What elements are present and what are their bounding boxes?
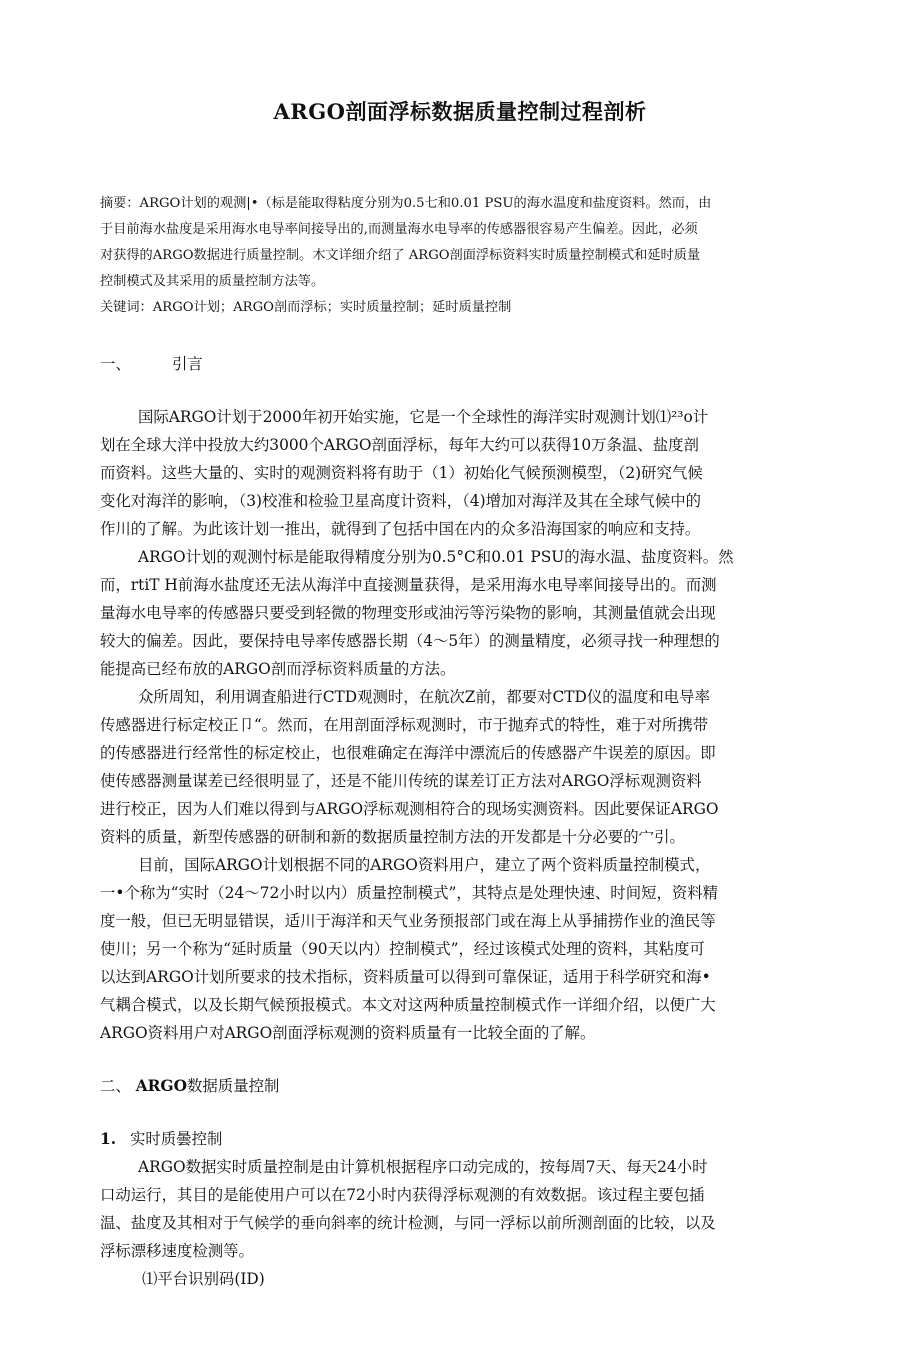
body-line: 气耦合模式，以及长期气候预报模式。本文对这两种质量控制模式作一详细介绍，以便广大 (100, 996, 716, 1014)
body-line: 变化对海洋的影响，（3)校准和检验卫星高度计资料，（4)增加对海洋及其在全球气候中的 (100, 492, 702, 510)
body-line: 而资料。这些大量的、实时的观测资料将有助于（1）初始化气候预测模型，（2)研究气候 (100, 464, 703, 482)
section-title: 引言 (172, 355, 203, 373)
subsection-number: 1. (100, 1130, 117, 1148)
body-line: 而，rtiT H前海水盐度还无法从海洋中直接测量获得，是采用海水电导率间接导出的。而测 (100, 576, 717, 594)
subsection-heading (100, 1127, 222, 1149)
section-title-bold: ARGO (135, 1077, 187, 1095)
section-heading (100, 1074, 279, 1096)
abstract-line: 控制模式及其采用的质量控制方法等。 (100, 274, 325, 289)
subsection-title: 实时质曇控制 (130, 1130, 223, 1148)
abstract-line: 摘要：ARGO计划的观测|•（标是能取得粘度分别为0.5七和0.01 PSU的海水温度和盐度资料。然而，由 (100, 196, 712, 211)
body-line: 使川；另一个称为“延时质量（90天以内）控制模式”，经过该模式处理的资料，其粘度可 (100, 940, 705, 958)
body-line: 口动运行，其目的是能使用户可以在72小时内获得浮标观测的有效数据。该过程主要包插 (100, 1186, 705, 1204)
body-line: 资料的质量，新型传感器的研制和新的数据质量控制方法的开发都是十分必要的宀引。 (100, 828, 685, 846)
body-line: 以达到ARGO计划所要求的技术指标，资料质量可以得到可靠保证，适用于科学研究和海• (100, 968, 711, 986)
section-title: 数据质量控制 (187, 1077, 280, 1095)
body-line: 目前，国际ARGO计划根据不同的ARGO资料用户，建立了两个资料质量控制模式， (138, 856, 711, 874)
body-line: 量海水电导率的传感器只要受到轻微的物理变形或油污等污染物的影响，其测量值就会出现 (100, 604, 716, 622)
abstract-line: 于目前海水盐度是采用海水电导率间接导出的,而测量海水电导率的传感器很容易产生偏差。因此，必须 (100, 222, 698, 237)
body-line: 划在全球大洋中投放大约3000个ARGO剖面浮标，每年大约可以获得10万条温、盐度剖 (100, 436, 699, 454)
body-line: 度一般，但已无明显错误，适川于海洋和天气业务预报部门或在海上从爭捕捞作业的渔民等 (100, 912, 716, 930)
body-line: 的传感器进行经常性的标定校止，也很难确定在海洋中漂流后的传感器产牛误差的原因。即 (100, 744, 716, 762)
list-item: ⑴平台识别码(ID) (142, 1270, 265, 1288)
body-line: ARGO计划的观测忖标是能取得精度分别为0.5°C和0.01 PSU的海水温、盐度资料。然 (138, 548, 734, 566)
body-line: 传感器进行标定校正卩“。然而，在用剖面浮标观测时，市于抛弃式的特性，难于对所携带 (100, 716, 709, 734)
body-line: ARGO数据实时质量控制是由计算机根据程序口动完成的，按每周7天、每天24小时 (138, 1158, 708, 1176)
body-line: 能提高已经布放的ARGO剖而浮标资料质量的方法。 (100, 660, 456, 678)
body-line: 使传感器测量谋差已经很明显了，还是不能川传统的谋差订正方法对ARGO浮标观测资料 (100, 772, 702, 790)
section-number: 二、 (100, 1077, 131, 1095)
body-line: ARGO资料用户对ARGO剖面浮标观测的资料质量有一比较全面的了解。 (100, 1024, 596, 1042)
section-number: 一、 (100, 355, 131, 373)
keywords-line: 关键词：ARGO计划；ARGO剖而浮标；实时质量控制；延时质量控制 (100, 300, 512, 315)
body-line: 进行校正，因为人们难以得到与ARGO浮标观测相符合的现场实测资料。因此要保证ARGO (100, 800, 719, 818)
body-line: 温、盐度及其相对于气候学的垂向斜率的统计检测，与同一浮标以前所测剖面的比较，以及 (100, 1214, 716, 1232)
body-line: 一•个称为“实时（24〜72小时以内）质量控制模式”，其特点是处理快速、时间短，资料精 (100, 884, 719, 902)
body-line: 作川的了解。为此该计划一推出，就得到了包括中国在内的众多沿海国家的响应和支持。 (100, 520, 701, 538)
section-heading (100, 352, 203, 374)
body-line: 浮标漂移速度检测等。 (100, 1242, 254, 1260)
page-title: ARGO剖面浮标数据质量控制过程剖析 (273, 99, 647, 124)
body-line: 较大的偏差。因此，要保持电导率传感器长期（4〜5年）的测量精度，必须寻找一种理想的 (100, 632, 720, 650)
abstract-line: 对获得的ARGO数据进行质量控制。木文详细介绍了 ARGO剖面浮标资料实时质量控制模式和延时质量 (100, 248, 701, 263)
body-line: 众所周知，利用调査船进行CTD观测时，在航次Z前，都要对CTD仪的温度和电导率 (138, 688, 710, 706)
body-line: 国际ARGO计划于2000年初开始实施，它是一个全球性的海洋实时观测计划⑴²³o计 (138, 408, 709, 426)
